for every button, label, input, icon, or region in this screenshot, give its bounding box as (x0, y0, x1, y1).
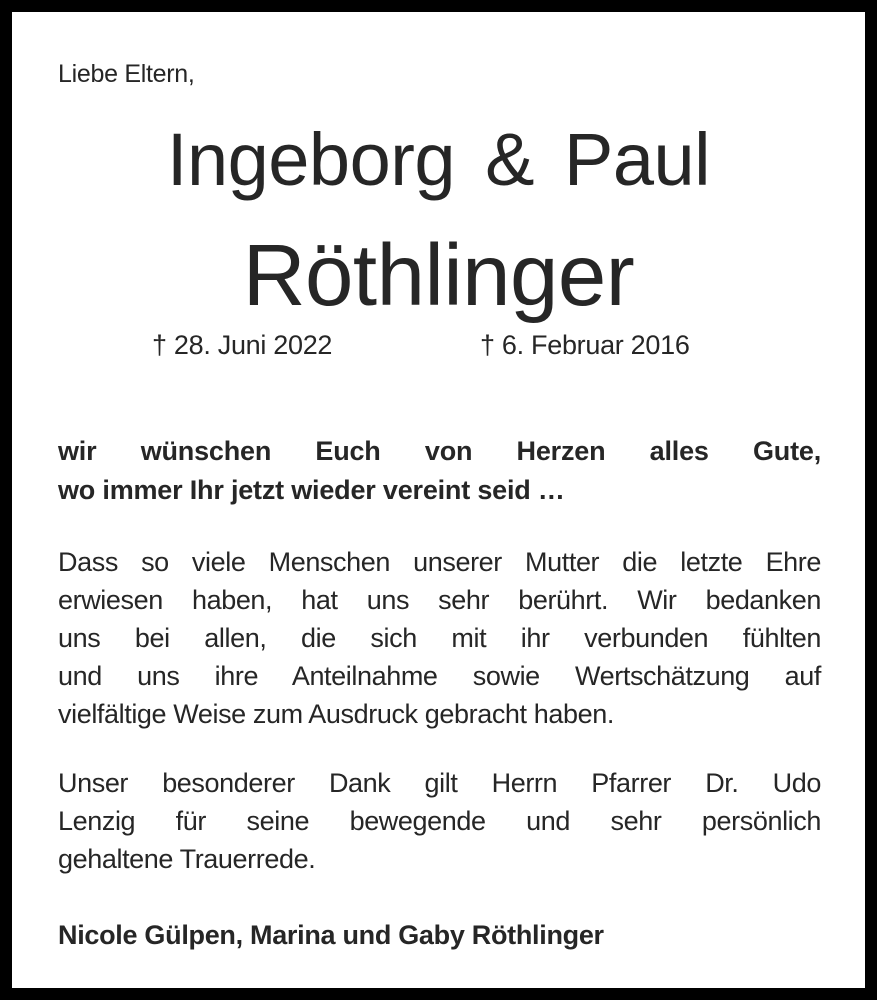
text-line: Unser besonderer Dank gilt Herrn Pfarrer Dr. Udo (58, 768, 821, 798)
signature: Nicole Gülpen, Marina und Gaby Röthlinger (58, 920, 604, 950)
text-line: Dass so viele Menschen unserer Mutter die letzte Ehre (58, 547, 821, 577)
thanks-paragraph-2 (58, 764, 821, 878)
surname-heading: Röthlinger (242, 227, 635, 324)
date-of-death-1: † 28. Juni 2022 (152, 330, 333, 360)
text-line: wo immer Ihr jetzt wieder vereint seid … (58, 475, 565, 505)
wishes-paragraph (58, 432, 821, 510)
text-line: und uns ihre Anteilnahme sowie Wertschätzung auf (58, 661, 821, 691)
thanks-paragraph-1 (58, 543, 821, 733)
text-line: erwiesen haben, hat uns sehr berührt. Wir bedanken (58, 585, 821, 615)
text-line: gehaltene Trauerrede. (58, 844, 316, 874)
text-line: wir wünschen Euch von Herzen alles Gute, (58, 436, 821, 466)
text-line: vielfältige Weise zum Ausdruck gebracht haben. (58, 699, 614, 729)
greeting: Liebe Eltern, (58, 60, 195, 88)
notice-card (12, 12, 865, 988)
date-of-death-2: † 6. Februar 2016 (480, 330, 690, 360)
text-line: Lenzig für seine bewegende und sehr persönlich (58, 806, 821, 836)
names-heading: Ingeborg & Paul (166, 118, 711, 201)
text-line: uns bei allen, die sich mit ihr verbunden fühlten (58, 623, 821, 653)
